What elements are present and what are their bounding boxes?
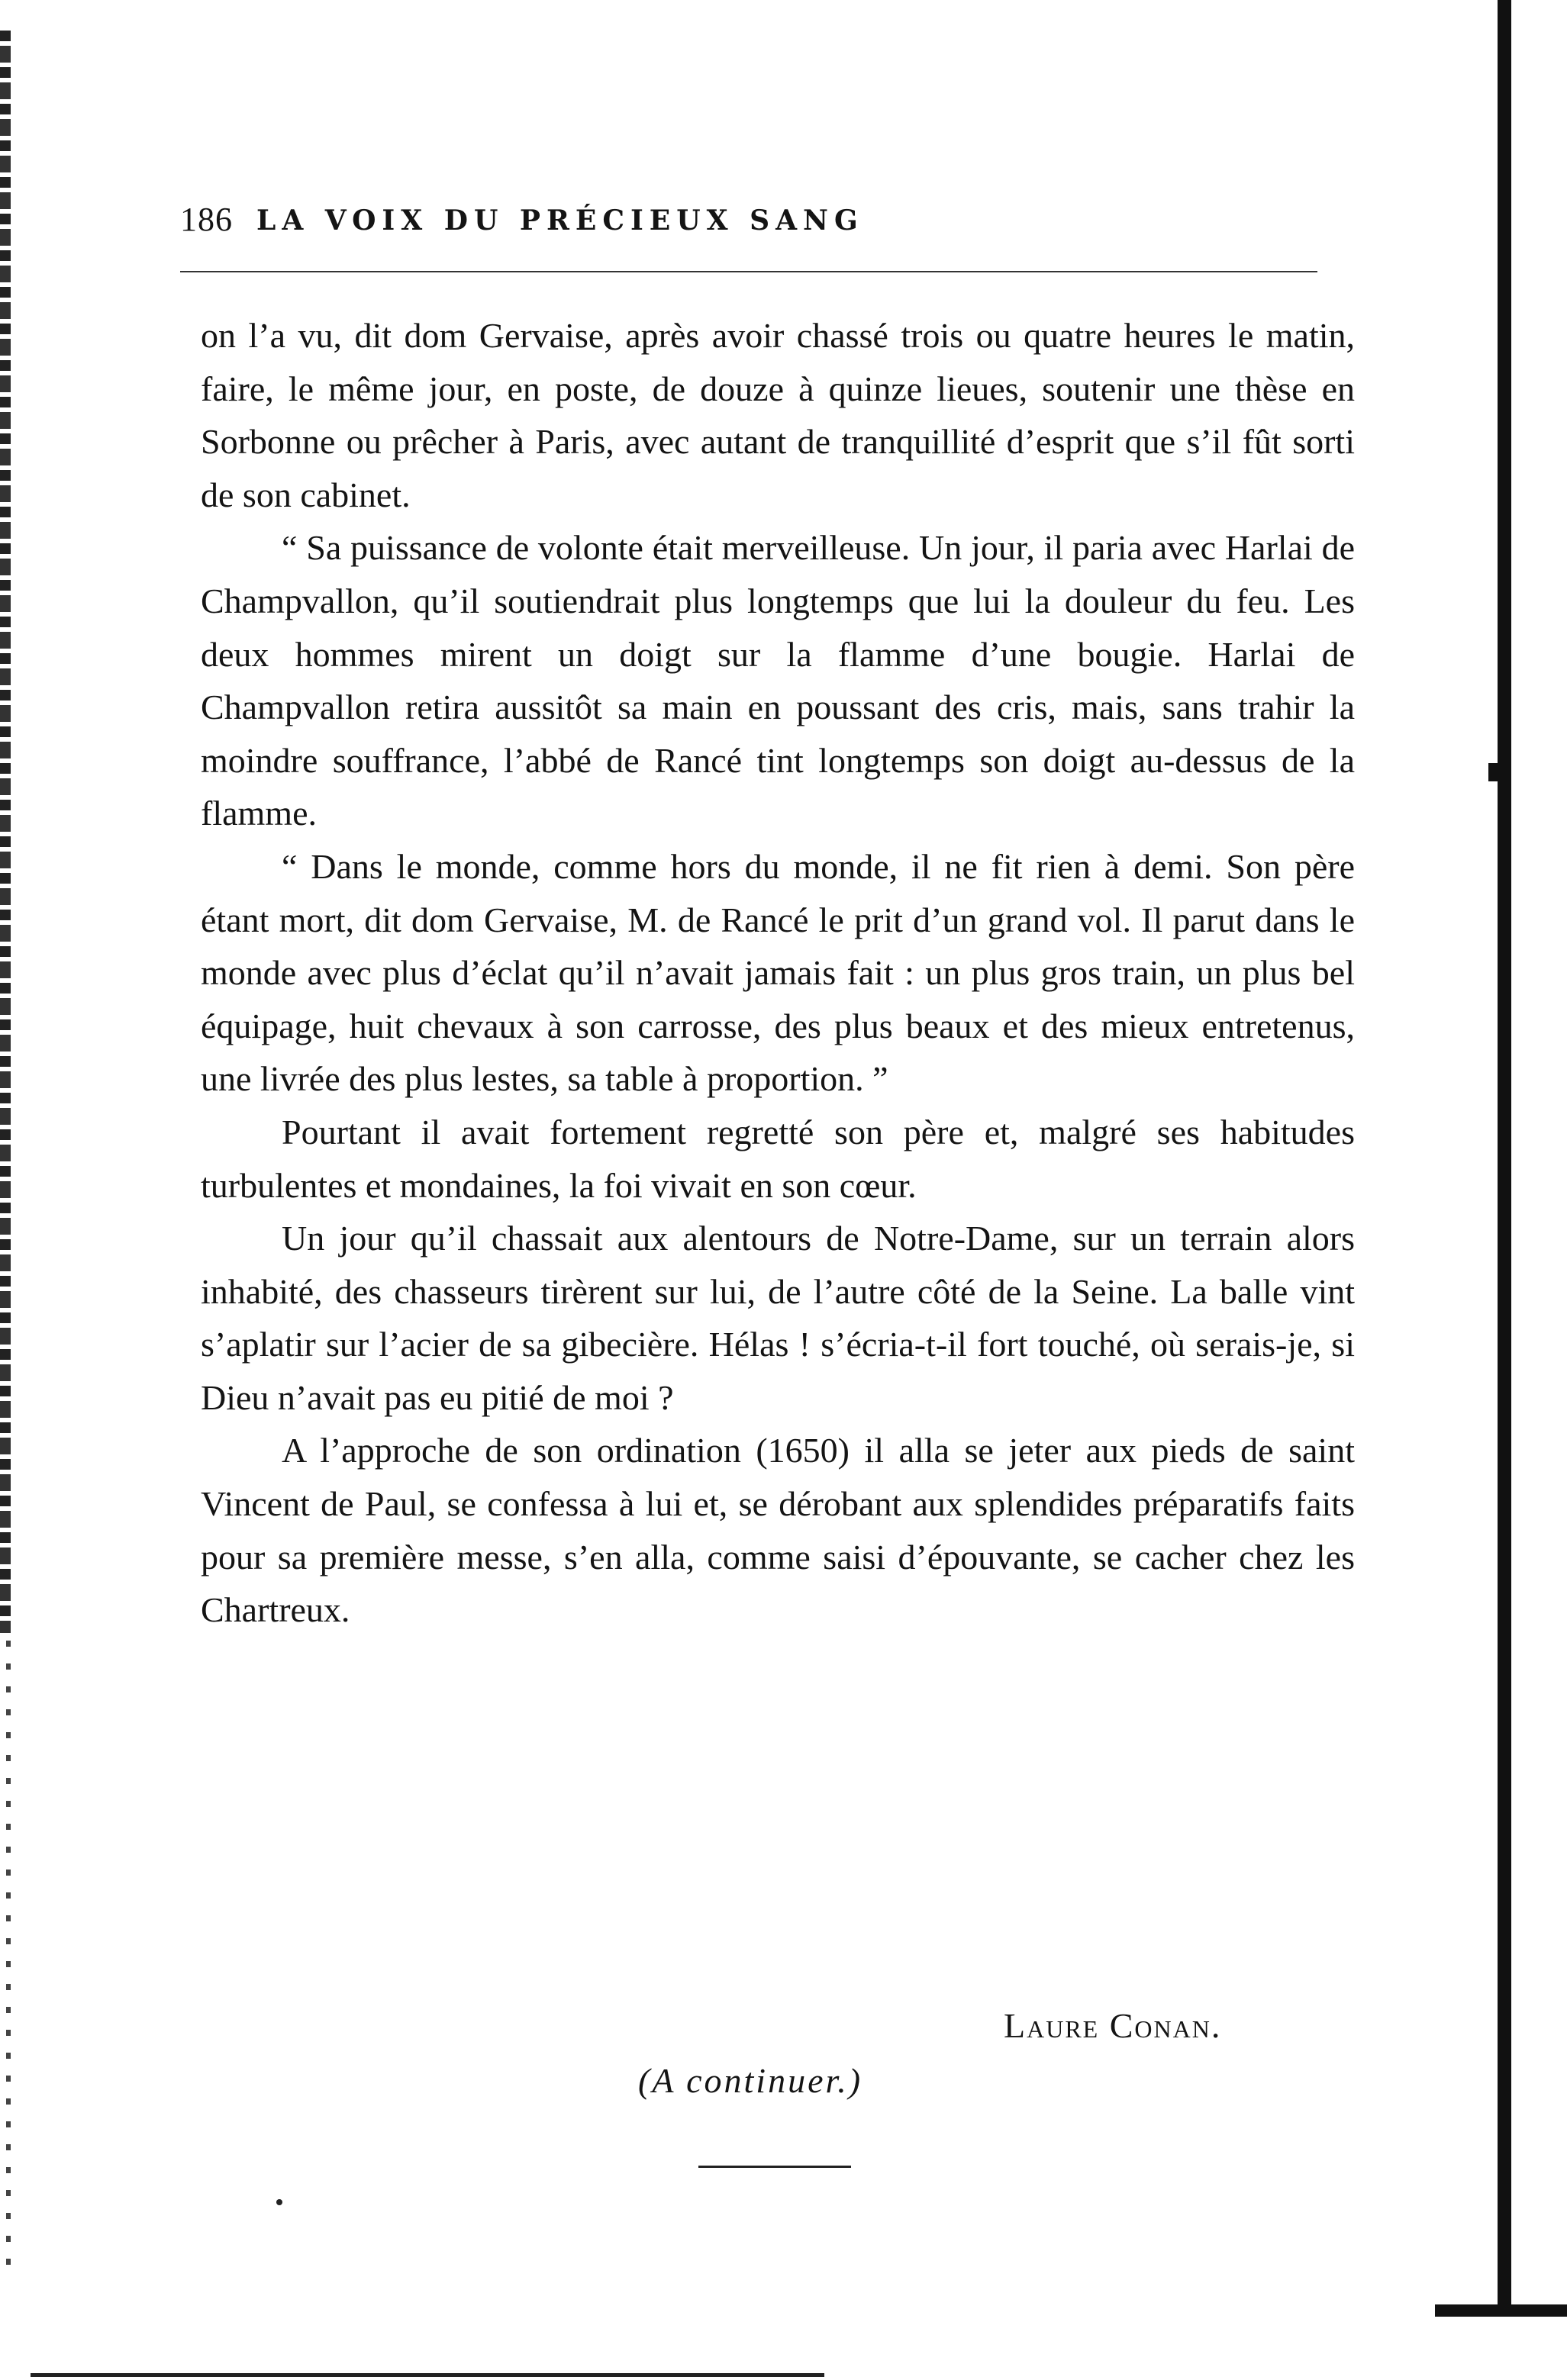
paragraph: “ Dans le monde, comme hors du monde, il ne fit rien à demi. Son père étant mort, dit dom Gervaise, M. de Rancé le prit d’un grand vol. Il parut dans le monde avec plus d’éclat qu’il n’avait jamais fait : un plus gros train, un plus bel équipage, huit chevaux à son carrosse, des plus beaux et des mieux entretenus, une livrée des plus lestes, sa table à proportion. ”	[201, 846, 1355, 1099]
article-body	[201, 309, 1355, 1637]
continuation-note: (A continuer.)	[638, 2061, 863, 2100]
paragraph: Un jour qu’il chassait aux alentours de Notre-Dame, sur un terrain alors inhabité, des chasseurs tirèrent sur lui, de l’autre côté de la Seine. La balle vint s’aplatir sur l’acier de sa gibecière. Hélas ! s’écria-t-il fort touché, où serais-je, si Dieu n’avait pas eu pitié de moi ?	[201, 1219, 1355, 1417]
paragraph: on l’a vu, dit dom Gervaise, après avoir chassé trois ou quatre heures le matin, faire, le même jour, en poste, de douze à quinze lieues, soutenir une thèse en Sorbonne ou prêcher à Paris, avec autant de tranquillité d’esprit que s’il fût sorti de son cabinet.	[201, 316, 1355, 514]
paragraph: Pourtant il avait fortement regretté son père et, malgré ses habitudes turbulentes et mondaines, la foi vivait en son cœur.	[201, 1112, 1355, 1205]
paragraph: “ Sa puissance de volonte était merveilleuse. Un jour, il paria avec Harlai de Champvallon, qu’il soutiendrait plus longtemps que lui la douleur du feu. Les deux hommes mirent un doigt sur la flamme d’une bougie. Harlai de Champvallon retira aussitôt sa main en poussant des cris, mais, sans trahir la moindre souffrance, l’abbé de Rancé tint longtemps son doigt au-dessus de la flamme.	[201, 528, 1355, 833]
binding-edge	[0, 31, 11, 1633]
paragraph: A l’approche de son ordination (1650) il alla se jeter aux pieds de saint Vincent de Paul, se confessa à lui et, se dérobant aux splendides préparatifs faits pour sa première messe, s’en alla, comme saisi d’épouvante, se cacher chez les Chartreux.	[201, 1431, 1355, 1630]
binding-dots	[6, 1641, 11, 2266]
author-signature: Laure Conan.	[1004, 2006, 1222, 2045]
bottom-right-rule	[1435, 2304, 1567, 2317]
right-border-rule	[1498, 0, 1511, 2312]
page-header	[180, 200, 1401, 246]
running-head: LA VOIX DU PRÉCIEUX SANG	[256, 205, 864, 237]
right-border-notch	[1488, 763, 1499, 781]
end-rule	[698, 2166, 851, 2168]
bottom-left-rule	[31, 2373, 824, 2377]
header-rule	[180, 271, 1317, 272]
ink-speck	[276, 2199, 282, 2205]
page-number: 186	[180, 201, 233, 238]
